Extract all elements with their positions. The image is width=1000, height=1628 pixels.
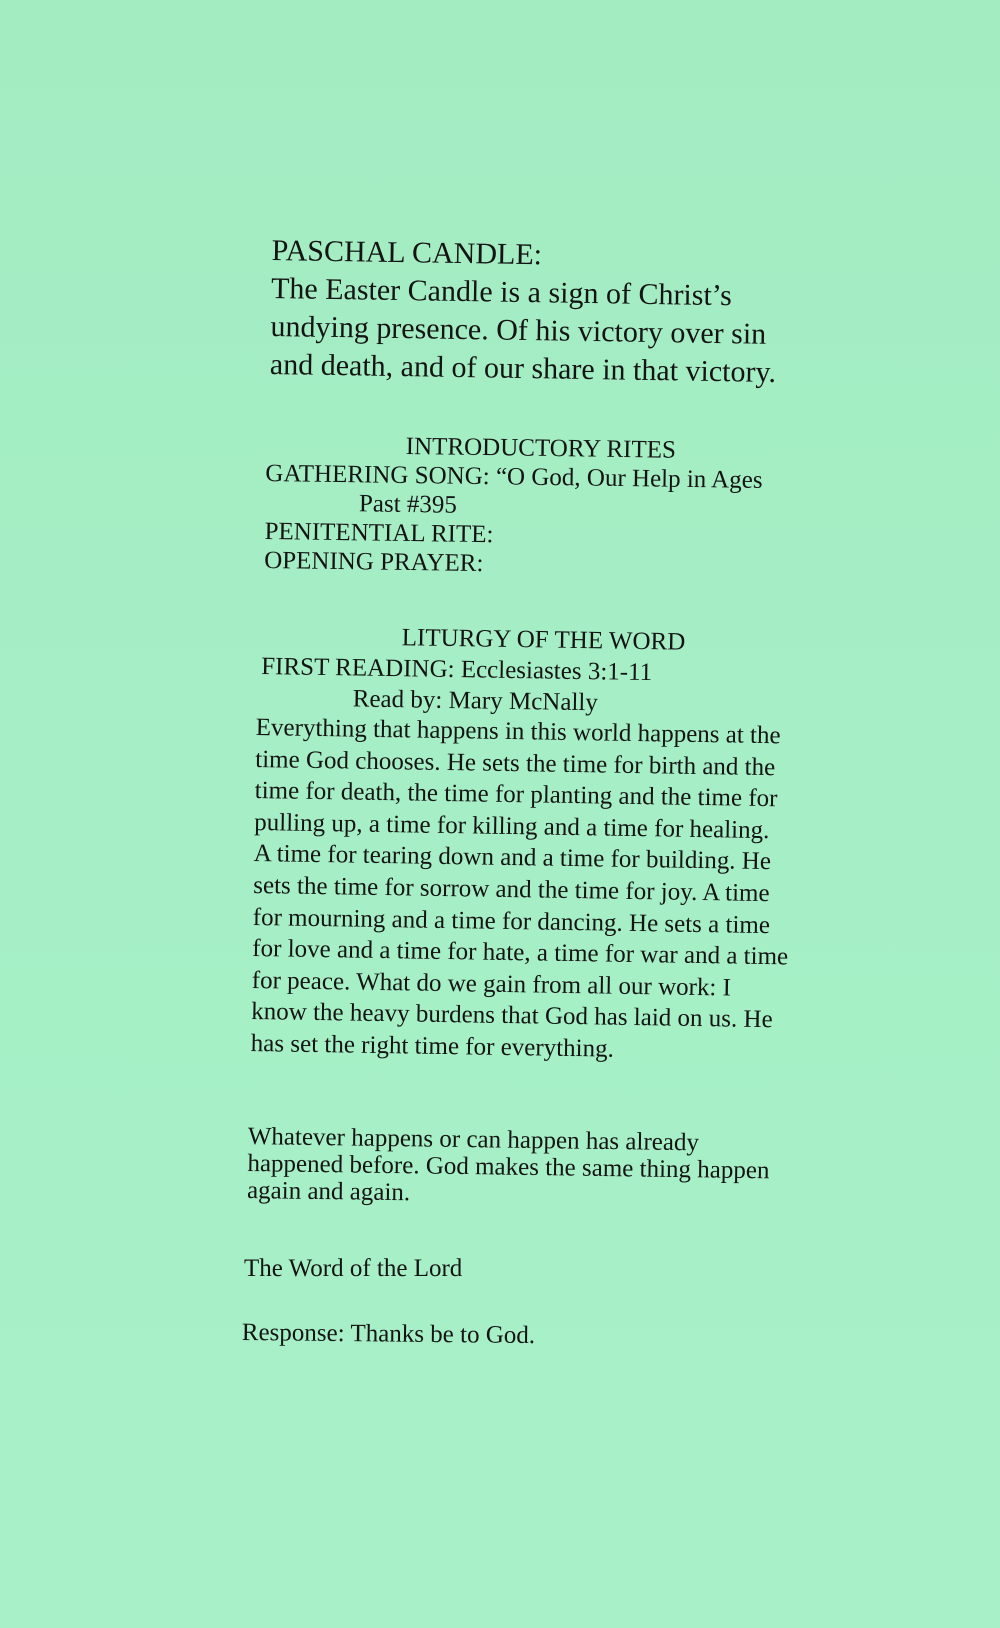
introductory-rites-heading: INTRODUCTORY RITES — [405, 432, 677, 464]
passage-line: know the heavy burdens that God has laid on us. He — [251, 998, 773, 1034]
closing-passage — [247, 1123, 770, 1211]
reading-passage — [251, 712, 792, 1068]
passage-line: time God chooses. He sets the time for birth and the — [255, 745, 776, 781]
opening-prayer-label: OPENING PRAYER: — [263, 546, 484, 578]
gathering-song-line: GATHERING SONG: “O God, Our Help in Ages — [265, 459, 763, 494]
closing-line: Whatever happens or can happen has already — [247, 1123, 700, 1157]
passage-line: Everything that happens in this world happens at the — [255, 713, 781, 750]
response-line: Response: Thanks be to God. — [241, 1319, 536, 1350]
passage-line: for peace. What do we gain from all our work: I — [251, 966, 732, 1002]
reader-name: Read by: Mary McNally — [352, 685, 599, 717]
passage-line: A time for tearing down and a time for building. He — [253, 840, 772, 876]
introductory-rites-section — [264, 430, 763, 582]
closing-line: happened before. God makes the same thing happen — [247, 1149, 770, 1185]
paschal-text-line: The Easter Candle is a sign of Christ’s — [270, 271, 733, 313]
word-of-the-lord: The Word of the Lord — [244, 1255, 463, 1282]
gathering-song-number: Past #395 — [358, 490, 458, 519]
first-reading-label: FIRST READING: Ecclesiastes 3:1-11 — [261, 652, 653, 687]
paschal-candle-section — [270, 232, 779, 392]
passage-line: sets the time for sorrow and the time for joy. A time — [253, 871, 770, 908]
passage-line: for love and a time for hate, a time for war and a time — [252, 935, 789, 971]
penitential-rite-label: PENITENTIAL RITE: — [264, 517, 494, 549]
passage-line: for mourning and a time for dancing. He sets a time — [252, 903, 771, 939]
liturgy-of-word-heading: LITURGY OF THE WORD — [401, 624, 686, 656]
liturgy-of-word-section — [261, 620, 686, 720]
paschal-text-line: undying presence. Of his victory over sin — [270, 309, 767, 351]
passage-line: time for death, the time for planting and the time for — [254, 777, 778, 813]
passage-line: pulling up, a time for killing and a time for healing. — [254, 808, 770, 844]
paschal-text-line: and death, and of our share in that victory. — [269, 347, 777, 389]
paschal-candle-heading: PASCHAL CANDLE: — [271, 233, 543, 272]
passage-line: has set the right time for everything. — [250, 1029, 615, 1063]
closing-line: again and again. — [246, 1176, 411, 1207]
